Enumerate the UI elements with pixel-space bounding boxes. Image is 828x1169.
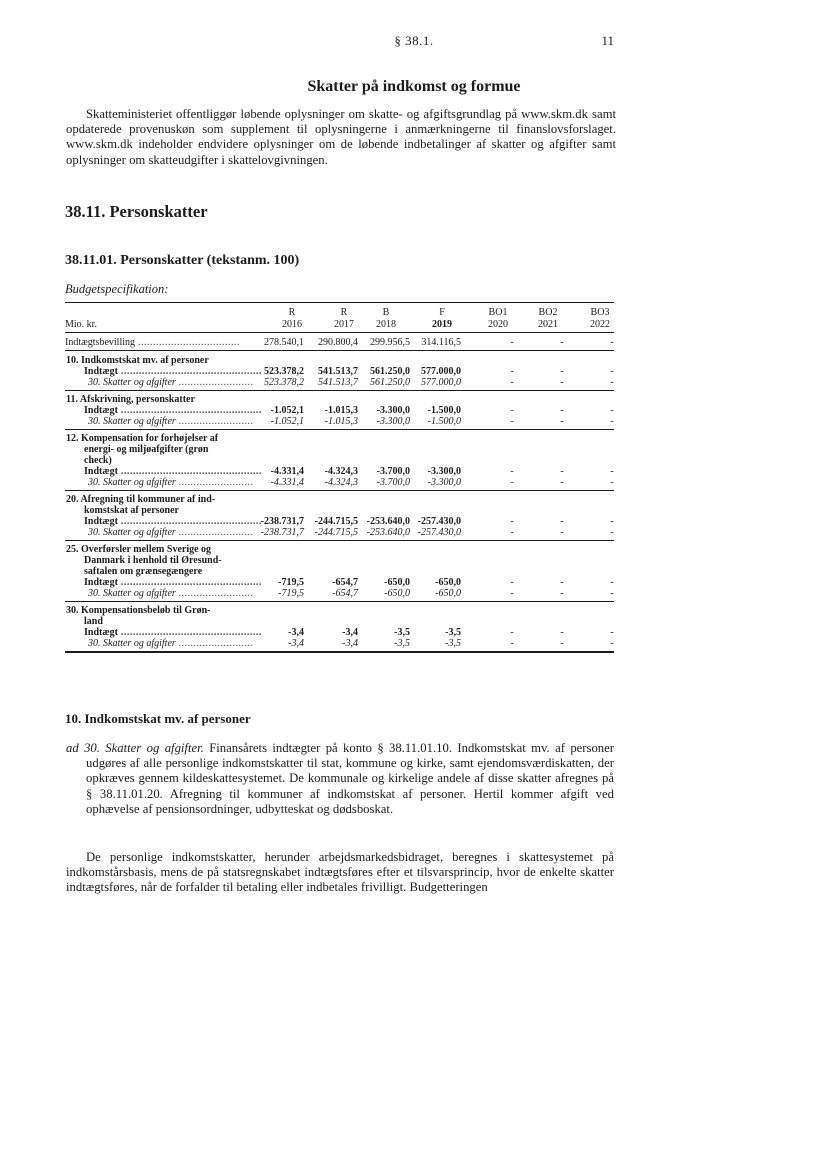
table-cell-empty: - [610,337,614,348]
table-cell: -3.300,0 [427,477,461,488]
income-label: Indtægt ............................................... [84,466,262,477]
group-heading: 11. Afskrivning, personskatter [66,394,195,405]
income-label-text: Indtægt [84,627,118,638]
tax-label: 30. Skatter og afgifter ......................... [88,416,254,427]
table-cell-empty: - [610,377,614,388]
appropriation-label-text: Indtægtsbevilling [65,337,135,348]
table-cell: -3,5 [445,627,461,638]
ad30-paragraph [66,741,614,817]
table-cell: -3.300,0 [427,466,461,477]
tax-label: 30. Skatter og afgifter ......................... [88,588,254,599]
unit-label: Mio. kr. [65,319,97,330]
table-cell: 314.116,5 [421,337,461,348]
table-cell: -3.700,0 [376,466,410,477]
income-label-text: Indtægt [84,516,118,527]
table-rule [65,429,614,430]
table-cell-empty: - [510,337,514,348]
ad30-lead: ad 30. Skatter og afgifter. [66,741,204,755]
table-cell-empty: - [560,577,564,588]
section-heading: 38.11. Personskatter [65,202,208,221]
column-code: BO1 [488,307,508,318]
column-year: 2020 [488,319,508,330]
table-rule [65,350,614,351]
table-cell-empty: - [510,405,514,416]
table-cell-empty: - [560,466,564,477]
table-cell-empty: - [610,638,614,649]
table-cell-empty: - [510,377,514,388]
tax-label: 30. Skatter og afgifter ......................... [88,477,254,488]
table-cell-empty: - [610,405,614,416]
table-cell: -3,4 [342,638,358,649]
income-label-text: Indtægt [84,466,118,477]
column-year: 2018 [376,319,396,330]
table-cell: 577.000,0 [421,377,461,388]
subsection-heading: 38.11.01. Personskatter (tekstanm. 100) [65,253,300,268]
table-cell: -4.324,3 [324,477,358,488]
table-cell-empty: - [610,466,614,477]
tax-label: 30. Skatter og afgifter ......................... [88,377,254,388]
table-cell: -257.430,0 [417,527,461,538]
group-heading: 10. Indkomstskat mv. af personer [66,355,209,366]
table-cell-empty: - [510,516,514,527]
column-year: 2017 [334,319,354,330]
group-heading: 25. Overførsler mellem Sverige og [66,544,212,555]
group-heading: Danmark i henhold til Øresund- [84,555,222,566]
column-year: 2021 [538,319,558,330]
intro-paragraph: Skatteministeriet offentliggør løbende oplysninger om skatte- og afgiftsgrundlag på www.skm.dk samt opdaterede provenuskøn som supplement til oplysningerne i anmærkningerne til finanslovsforslaget. www.skm.dk indeholder endvidere oplysninger om de løbende indbetalinger af skatter og afgifter samt oplysninger om skatteudgifter i skattelovgivningen. [66,107,616,167]
table-cell: -4.324,3 [324,466,358,477]
income-label-text: Indtægt [84,577,118,588]
column-code: R [288,307,296,318]
tax-label-text: 30. Skatter og afgifter [88,527,176,538]
tax-label: 30. Skatter og afgifter ......................... [88,638,254,649]
table-cell-empty: - [560,638,564,649]
table-cell: -1.500,0 [427,416,461,427]
table-cell: -654,7 [332,577,358,588]
table-cell-empty: - [610,527,614,538]
table-cell-empty: - [510,627,514,638]
column-code: R [340,307,348,318]
column-code: BO2 [538,307,558,318]
section-10-heading: 10. Indkomstskat mv. af personer [65,711,251,726]
table-cell: -253.640,0 [366,516,410,527]
table-cell-empty: - [560,405,564,416]
table-cell: -4.331,4 [270,477,304,488]
table-cell: 278.540,1 [264,337,304,348]
column-code: BO3 [590,307,610,318]
column-code: B [382,307,390,318]
table-cell: 299.956,5 [370,337,410,348]
table-cell: -1.500,0 [427,405,461,416]
group-heading: land [84,616,103,627]
table-cell: -3,5 [445,638,461,649]
column-code: F [439,307,445,318]
table-cell-empty: - [510,527,514,538]
table-cell: 577.000,0 [421,366,461,377]
income-label-text: Indtægt [84,366,118,377]
table-cell: -3.300,0 [376,416,410,427]
table-rule [65,651,614,653]
table-cell: -3,4 [288,638,304,649]
table-cell-empty: - [610,588,614,599]
table-rule [65,601,614,602]
table-cell: -3,4 [288,627,304,638]
group-heading: saftalen om grænsegængere [84,566,203,577]
table-cell: -238.731,7 [260,527,304,538]
table-cell: -253.640,0 [366,527,410,538]
table-cell: -1.052,1 [270,416,304,427]
table-cell: -244.715,5 [314,516,358,527]
table-cell-empty: - [610,416,614,427]
table-cell: -3,4 [342,627,358,638]
table-cell-empty: - [510,588,514,599]
table-cell: 523.378,2 [264,366,304,377]
table-cell-empty: - [610,516,614,527]
table-cell: -3.700,0 [376,477,410,488]
table-cell: 541.513,7 [318,377,358,388]
table-cell: -244.715,5 [314,527,358,538]
income-label: Indtægt ............................................... [84,366,262,377]
table-cell: -3,5 [394,627,410,638]
table-cell-empty: - [560,627,564,638]
group-heading: komstskat af personer [84,505,179,516]
table-cell-empty: - [510,416,514,427]
table-cell: -3.300,0 [376,405,410,416]
table-cell: -650,0 [384,577,410,588]
table-cell: -654,7 [332,588,358,599]
table-cell: 561.250,0 [370,366,410,377]
table-cell-empty: - [510,577,514,588]
tax-label-text: 30. Skatter og afgifter [88,588,176,599]
table-cell: 561.250,0 [370,377,410,388]
tax-label-text: 30. Skatter og afgifter [88,416,176,427]
table-cell: -1.015,3 [324,416,358,427]
appropriation-label: Indtægtsbevilling .................................. [65,337,240,348]
table-rule [65,302,614,303]
table-cell: 523.378,2 [264,377,304,388]
column-year: 2016 [282,319,302,330]
table-cell: -719,5 [278,588,304,599]
table-cell-empty: - [510,466,514,477]
table-cell-empty: - [610,577,614,588]
table-cell-empty: - [610,477,614,488]
tax-label-text: 30. Skatter og afgifter [88,477,176,488]
table-rule [65,332,614,333]
page-section-ref: § 38.1. [394,33,434,48]
table-cell-empty: - [610,366,614,377]
tax-label: 30. Skatter og afgifter ......................... [88,527,254,538]
ad30-text: Finansårets indtægter på konto § 38.11.01.10. Indkomstskat mv. af personer udgøres af alle personlige indkomstskatter til stat, kommune og kirke, samt ejendomsværdiskatten, der opkræves gennem kildeskattesystemet. De kommunale og kirkelige andele af disse skatter afregnes på § 38.11.01.20. Afregning til kommuner af indkomstskat af personer. Hertil kommer afgift ved ophævelse af pensionsordninger, udbytteskat og dødsboskat. [86,741,615,816]
table-cell: -650,0 [435,588,461,599]
group-heading: 20. Afregning til kommuner af ind- [66,494,216,505]
income-label: Indtægt ............................................... [84,516,262,527]
table-cell: -3,5 [394,638,410,649]
tax-label-text: 30. Skatter og afgifter [88,377,176,388]
table-cell-empty: - [560,377,564,388]
table-cell: 290.800,4 [318,337,358,348]
table-cell: -4.331,4 [270,466,304,477]
table-rule [65,540,614,541]
table-cell-empty: - [560,588,564,599]
table-cell: -238.731,7 [260,516,304,527]
table-cell-empty: - [560,516,564,527]
table-cell-empty: - [510,477,514,488]
group-heading: energi- og miljøafgifter (grøn [84,444,209,455]
income-label: Indtægt ............................................... [84,577,262,588]
closing-paragraph: De personlige indkomstskatter, herunder arbejdsmarkedsbidraget, beregnes i skattesystemet på indkomstårsbasis, mens de på statsregnskabet indtægtsføres efter et tilsvarsprincip, hvor de enkelte skatter indtægtsføres, når de forfalder til betaling eller indbetales frivilligt. Budgetteringen [66,850,614,895]
table-cell-empty: - [560,337,564,348]
page-number: 11 [601,33,614,48]
table-cell: -257.430,0 [417,516,461,527]
table-cell: -1.015,3 [324,405,358,416]
budget-spec-label: Budgetspecifikation: [65,282,169,296]
group-heading: check) [84,455,112,466]
table-rule [65,390,614,391]
income-label: Indtægt ............................................... [84,405,262,416]
group-heading: 12. Kompensation for forhøjelser af [66,433,219,444]
table-cell: -719,5 [278,577,304,588]
group-heading: 30. Kompensationsbeløb til Grøn- [66,605,211,616]
page-title: Skatter på indkomst og formue [307,78,521,95]
table-cell: 541.513,7 [318,366,358,377]
column-year: 2022 [590,319,610,330]
table-cell-empty: - [560,366,564,377]
table-cell: -650,0 [384,588,410,599]
column-year: 2019 [432,319,452,330]
table-cell-empty: - [560,477,564,488]
table-cell-empty: - [510,638,514,649]
tax-label-text: 30. Skatter og afgifter [88,638,176,649]
table-cell-empty: - [510,366,514,377]
table-cell-empty: - [560,527,564,538]
income-label: Indtægt ............................................... [84,627,262,638]
table-rule [65,490,614,491]
income-label-text: Indtægt [84,405,118,416]
table-cell: -1.052,1 [270,405,304,416]
table-cell: -650,0 [435,577,461,588]
table-cell-empty: - [560,416,564,427]
table-cell-empty: - [610,627,614,638]
